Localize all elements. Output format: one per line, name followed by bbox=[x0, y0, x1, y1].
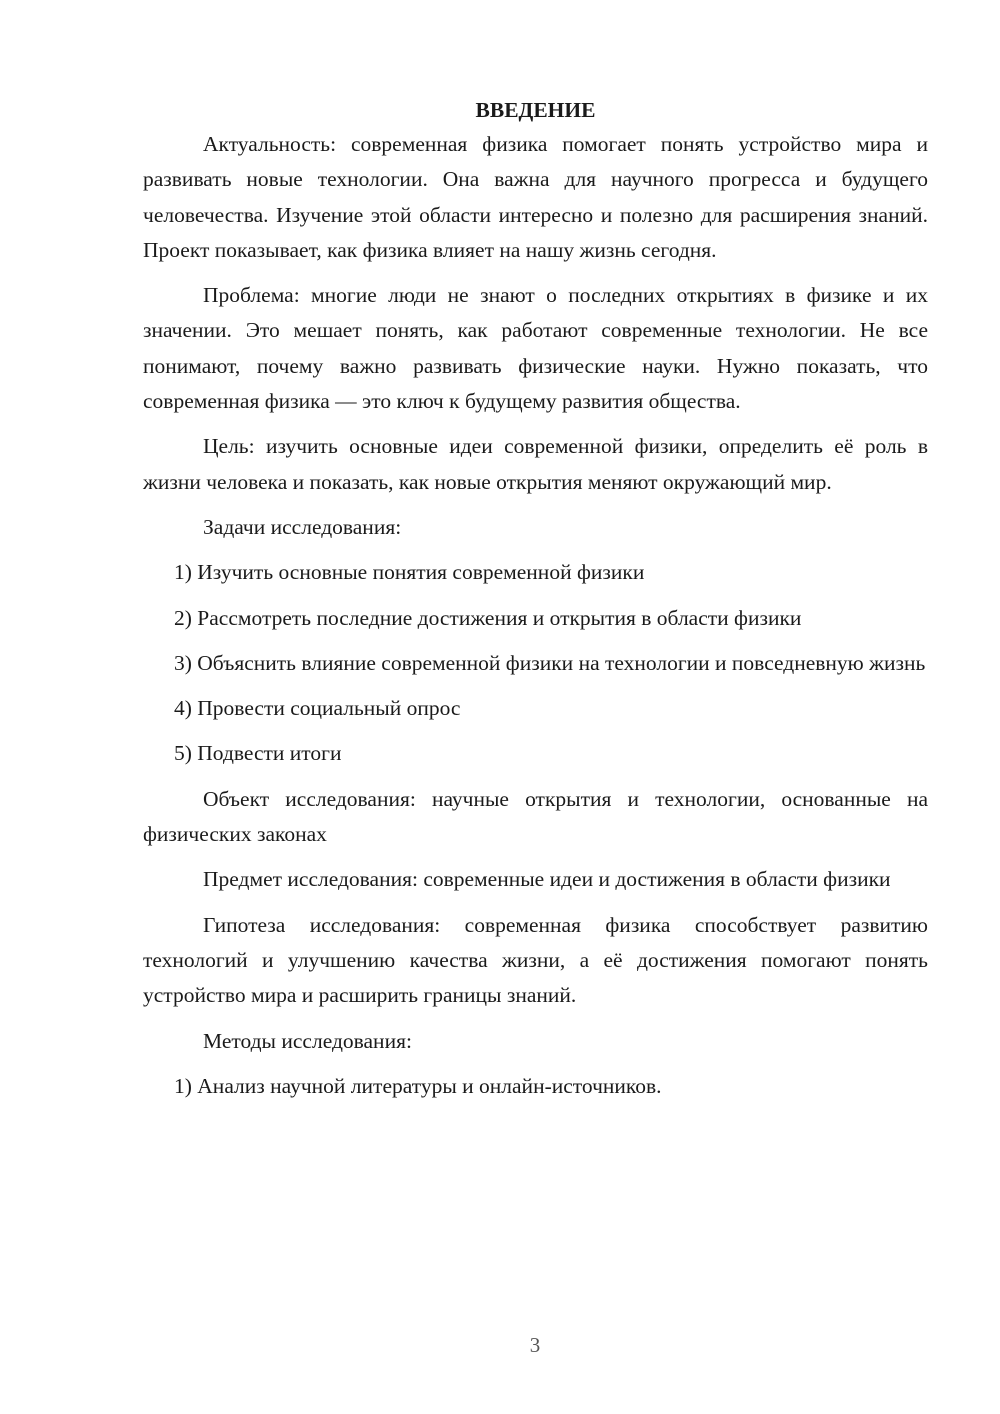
task-item: 2) Рассмотреть последние достижения и открытия в области физики bbox=[174, 605, 802, 630]
subject-paragraph: Предмет исследования: современные идеи и достижения в области физики bbox=[203, 867, 891, 892]
task-item: 3) Объяснить влияние современной физики на технологии и повседневную жизнь bbox=[174, 650, 926, 675]
task-item: 4) Провести социальный опрос bbox=[174, 696, 461, 721]
methods-heading: Методы исследования: bbox=[203, 1028, 412, 1053]
page-number: 3 bbox=[529, 1333, 541, 1357]
actuality-paragraph: Актуальность: современная физика помогает понять устройство мира и развивать новые технологии. Она важна для научного прогресса и будущего человечества. Изучение этой области интересно и полезно для расширения знаний. Проект показывает, как физика влияет на нашу жизнь сегодня. bbox=[143, 132, 928, 262]
goal-paragraph: Цель: изучить основные идеи современной физики, определить её роль в жизни человека и показать, как новые открытия меняют окружающий мир. bbox=[143, 434, 928, 494]
tasks-heading: Задачи исследования: bbox=[203, 514, 402, 539]
method-item: 1) Анализ научной литературы и онлайн-источников. bbox=[174, 1073, 662, 1098]
hypothesis-paragraph: Гипотеза исследования: современная физика способствует развитию технологий и улучшению качества жизни, а её достижения помогают понять устройство мира и расширить границы знаний. bbox=[143, 912, 928, 1008]
task-item: 5) Подвести итоги bbox=[174, 741, 342, 766]
page-content bbox=[143, 95, 928, 1114]
page-title: ВВЕДЕНИЕ bbox=[475, 98, 596, 122]
task-item: 1) Изучить основные понятия современной физики bbox=[174, 560, 645, 585]
problem-paragraph: Проблема: многие люди не знают о последних открытиях в физике и их значении. Это мешает понять, как работают современные технологии. Не все понимают, почему важно развивать физические науки. Нужно показать, что современная физика — это ключ к будущему развития общества. bbox=[143, 283, 928, 414]
object-paragraph: Объект исследования: научные открытия и технологии, основанные на физических законах bbox=[143, 786, 928, 847]
